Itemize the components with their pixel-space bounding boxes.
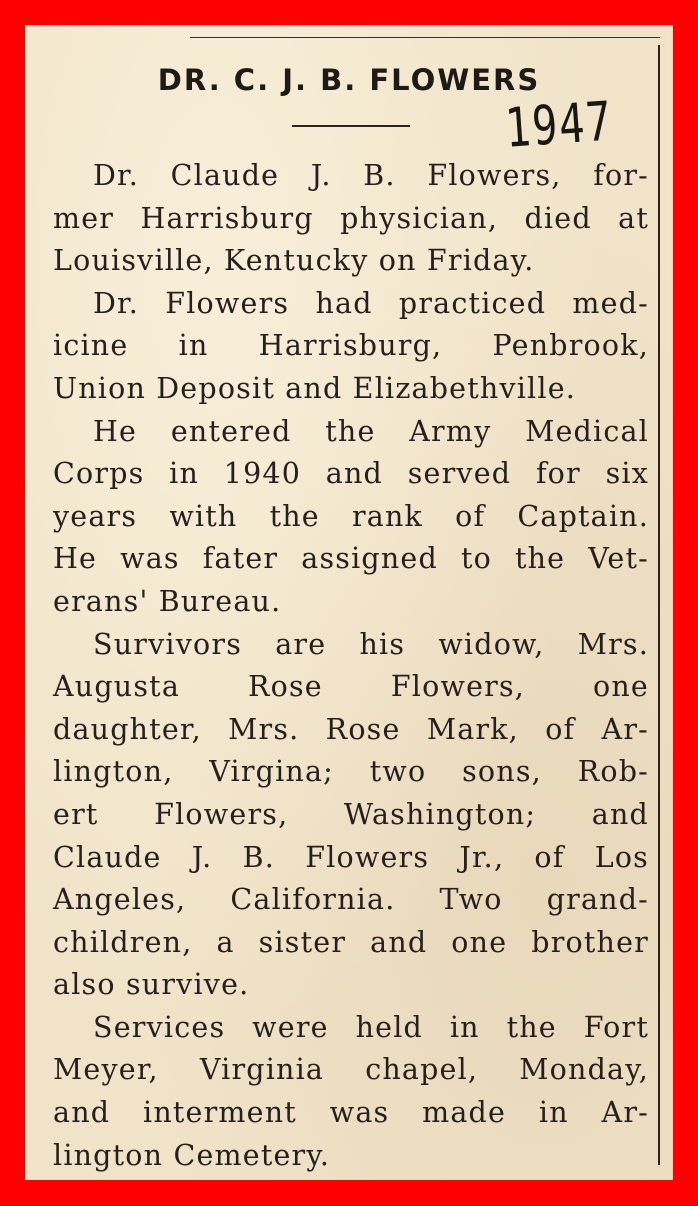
article-line: He was fater assigned to the Vet-: [53, 542, 649, 576]
article-line: Claude J. B. Flowers Jr., of Los: [53, 840, 649, 874]
article-line: and interment was made in Ar-: [53, 1096, 649, 1130]
article-line: Meyer, Virginia chapel, Monday,: [53, 1053, 649, 1087]
article-line: mer Harrisburg physician, died at: [53, 201, 649, 235]
article-line: He entered the Army Medical: [93, 414, 649, 448]
article-line: Louisville, Kentucky on Friday.: [53, 244, 535, 278]
article-line: Survivors are his widow, Mrs.: [93, 627, 649, 661]
article-line: daughter, Mrs. Rose Mark, of Ar-: [53, 712, 649, 746]
article-line: lington, Virgina; two sons, Rob-: [53, 755, 649, 789]
article-line: years with the rank of Captain.: [53, 499, 649, 533]
article-line: Dr. Flowers had practiced med-: [93, 286, 649, 320]
article-line: erans' Bureau.: [53, 584, 282, 618]
headline: DR. C. J. B. FLOWERS: [157, 63, 541, 97]
article-line: Union Deposit and Elizabethville.: [53, 371, 577, 405]
article-line: Dr. Claude J. B. Flowers, for-: [93, 159, 649, 192]
article-line: Services were held in the Fort: [93, 1010, 649, 1044]
article-line: lington Cemetery.: [53, 1138, 331, 1172]
article-line: Corps in 1940 and served for six: [53, 457, 649, 491]
article-body: [53, 155, 649, 1177]
article-line: ert Flowers, Washington; and: [53, 797, 649, 831]
newspaper-clipping: [25, 25, 673, 1180]
top-column-rule: [190, 37, 660, 38]
handwritten-year: 1947: [503, 89, 615, 160]
article-line: icine in Harrisburg, Penbrook,: [53, 329, 649, 363]
article-line: Augusta Rose Flowers, one: [53, 670, 649, 704]
article-line: Angeles, California. Two grand-: [53, 883, 649, 917]
headline-divider: [292, 125, 410, 127]
right-column-rule: [658, 45, 660, 1165]
article-line: also survive.: [53, 968, 250, 1002]
article-line: children, a sister and one brother: [53, 925, 649, 959]
